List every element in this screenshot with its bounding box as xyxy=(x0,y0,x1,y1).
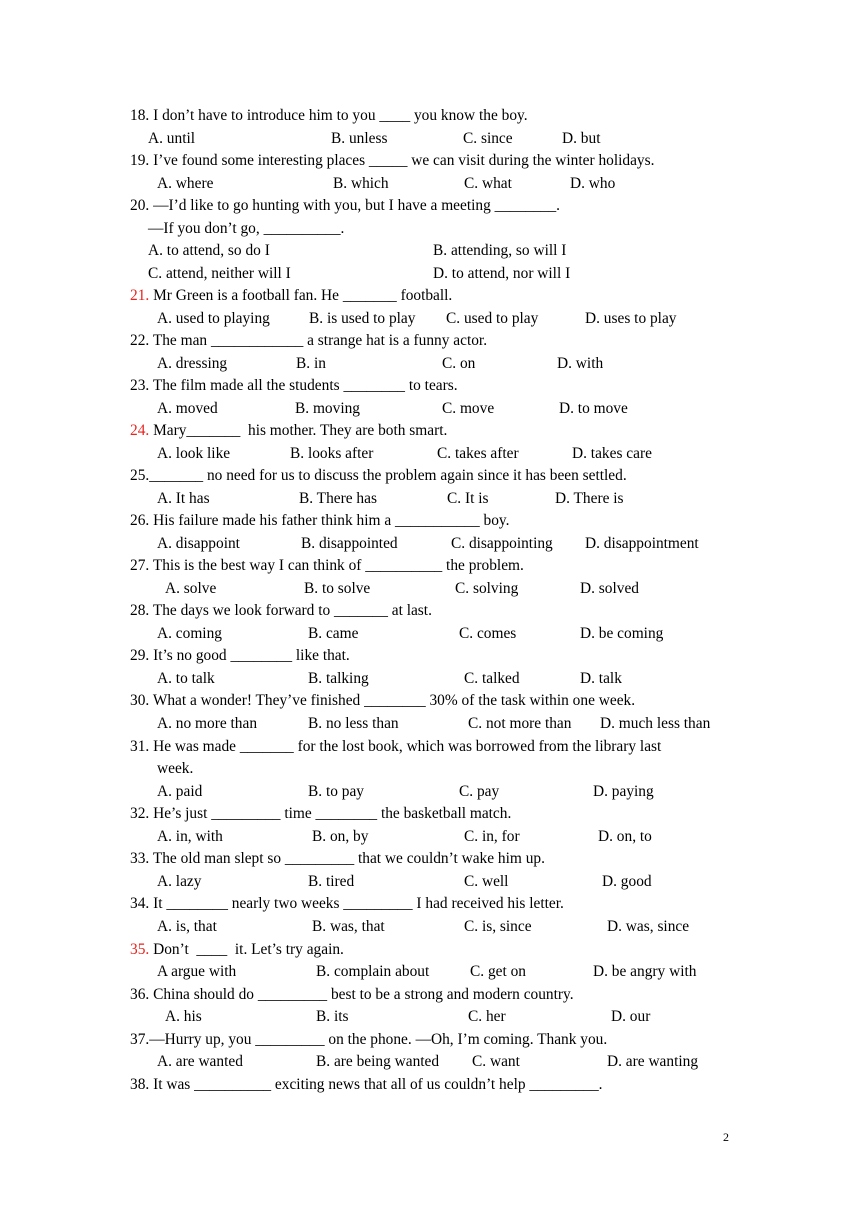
question-stem: I don’t have to introduce him to you ____ you know the boy. xyxy=(149,107,528,124)
question-number: 31. xyxy=(130,738,150,755)
option-a: A argue with xyxy=(157,963,237,980)
question-number: 24. xyxy=(130,422,150,439)
question-stem: _______ no need for us to discuss the problem again since it has been settled. xyxy=(149,467,627,484)
option-c: C. used to play xyxy=(446,310,539,327)
question-stem: I’ve found some interesting places _____ we can visit during the winter holidays. xyxy=(149,152,655,169)
question-stem: It ________ nearly two weeks _________ I had received his letter. xyxy=(149,895,564,912)
option-b: B. on, by xyxy=(312,828,369,845)
option-b: B. moving xyxy=(295,400,360,417)
question-stem: Don’t ____ it. Let’s try again. xyxy=(149,941,344,958)
option-d: D. our xyxy=(611,1008,651,1025)
question-stem: The film made all the students ________ to tears. xyxy=(149,377,458,394)
option-c: C. on xyxy=(442,355,476,372)
option-a: A. coming xyxy=(157,625,222,642)
question-stem: —I’d like to go hunting with you, but I have a meeting ________. xyxy=(149,197,561,214)
option-b: B. its xyxy=(316,1008,349,1025)
question-stem-continued: week. xyxy=(157,760,194,777)
option-d: D. takes care xyxy=(572,445,652,462)
question-number: 19. xyxy=(130,152,150,169)
option-a: A. disappoint xyxy=(157,535,240,552)
question-number: 38. xyxy=(130,1076,150,1093)
option-d: D. paying xyxy=(593,783,654,800)
question-26 xyxy=(130,511,509,531)
question-stem: What a wonder! They’ve finished ________ 30% of the task within one week. xyxy=(149,692,636,709)
question-22 xyxy=(130,331,487,351)
question-stem: The man ____________ a strange hat is a funny actor. xyxy=(149,332,488,349)
option-a: A. look like xyxy=(157,445,231,462)
option-c: C. since xyxy=(463,130,513,147)
option-c: C. talked xyxy=(464,670,520,687)
question-35 xyxy=(130,940,344,960)
question-stem: It was __________ exciting news that all of us couldn’t help _________. xyxy=(149,1076,603,1093)
option-c: C. what xyxy=(464,175,512,192)
question-30 xyxy=(130,691,635,711)
question-stem: His failure made his father think him a ___________ boy. xyxy=(149,512,510,529)
question-20 xyxy=(130,196,560,216)
question-stem: This is the best way I can think of __________ the problem. xyxy=(149,557,524,574)
option-d: D. but xyxy=(562,130,601,147)
option-c: C. in, for xyxy=(464,828,520,845)
option-b: B. complain about xyxy=(316,963,430,980)
question-stem: He’s just _________ time ________ the basketball match. xyxy=(149,805,512,822)
option-d: D. much less than xyxy=(600,715,711,732)
question-number: 18. xyxy=(130,107,150,124)
option-a: A. are wanted xyxy=(157,1053,243,1070)
option-b: B. no less than xyxy=(308,715,399,732)
question-stem: China should do _________ best to be a strong and modern country. xyxy=(149,986,574,1003)
question-24 xyxy=(130,421,447,441)
option-d: D. on, to xyxy=(598,828,652,845)
option-d: D. who xyxy=(570,175,616,192)
question-number: 30. xyxy=(130,692,150,709)
question-number: 23. xyxy=(130,377,150,394)
option-d: D. with xyxy=(557,355,604,372)
option-c: C. want xyxy=(472,1053,520,1070)
question-32 xyxy=(130,804,511,824)
option-b: B. talking xyxy=(308,670,369,687)
question-number: 35. xyxy=(130,941,150,958)
option-c: C. is, since xyxy=(464,918,532,935)
option-b: B. is used to play xyxy=(309,310,416,327)
option-c: C. takes after xyxy=(437,445,519,462)
option-a: A. dressing xyxy=(157,355,228,372)
option-b: B. to pay xyxy=(308,783,365,800)
option-c: C. comes xyxy=(459,625,517,642)
question-number: 27. xyxy=(130,557,150,574)
question-34 xyxy=(130,894,564,914)
option-b: B. unless xyxy=(331,130,388,147)
option-a: A. his xyxy=(165,1008,202,1025)
option-c: C. her xyxy=(468,1008,506,1025)
question-18 xyxy=(130,106,528,126)
option-c: C. disappointing xyxy=(451,535,553,552)
option-a: A. lazy xyxy=(157,873,202,890)
question-28 xyxy=(130,601,432,621)
question-21 xyxy=(130,286,452,306)
question-number: 25. xyxy=(130,467,150,484)
question-stem: —Hurry up, you _________ on the phone. —Oh, I’m coming. Thank you. xyxy=(149,1031,608,1048)
question-number: 26. xyxy=(130,512,150,529)
option-d: D. disappointment xyxy=(585,535,699,552)
option-c: C. well xyxy=(464,873,509,890)
option-d: D. solved xyxy=(580,580,639,597)
option-d: D. to attend, nor will I xyxy=(433,265,571,282)
option-a: A. to talk xyxy=(157,670,215,687)
question-stem: He was made _______ for the lost book, which was borrowed from the library last xyxy=(149,738,662,755)
question-number: 22. xyxy=(130,332,150,349)
question-number: 20. xyxy=(130,197,150,214)
question-29 xyxy=(130,646,350,666)
question-19 xyxy=(130,151,654,171)
option-a: A. in, with xyxy=(157,828,223,845)
question-stem: Mr Green is a football fan. He _______ football. xyxy=(149,287,453,304)
question-stem: The days we look forward to _______ at last. xyxy=(149,602,432,619)
option-a: A. where xyxy=(157,175,214,192)
option-a: A. used to playing xyxy=(157,310,270,327)
option-a: A. is, that xyxy=(157,918,217,935)
option-a: A. no more than xyxy=(157,715,258,732)
option-b: B. are being wanted xyxy=(316,1053,440,1070)
question-36 xyxy=(130,985,574,1005)
option-b: B. looks after xyxy=(290,445,374,462)
option-d: D. uses to play xyxy=(585,310,677,327)
question-37 xyxy=(130,1030,607,1050)
question-stem: It’s no good ________ like that. xyxy=(149,647,350,664)
option-d: D. are wanting xyxy=(607,1053,699,1070)
option-d: D. good xyxy=(602,873,652,890)
option-b: B. which xyxy=(333,175,389,192)
option-d: D. be coming xyxy=(580,625,664,642)
question-number: 28. xyxy=(130,602,150,619)
question-number: 21. xyxy=(130,287,150,304)
option-c: C. attend, neither will I xyxy=(148,265,291,282)
question-number: 32. xyxy=(130,805,150,822)
page-number: 2 xyxy=(723,1130,729,1144)
question-33 xyxy=(130,849,545,869)
option-b: B. was, that xyxy=(312,918,385,935)
option-c: C. not more than xyxy=(468,715,572,732)
option-a: A. to attend, so do I xyxy=(148,242,270,259)
question-number: 37. xyxy=(130,1031,150,1048)
option-c: C. get on xyxy=(470,963,527,980)
question-stem: Mary_______ his mother. They are both smart. xyxy=(149,422,448,439)
question-27 xyxy=(130,556,524,576)
option-b: B. disappointed xyxy=(301,535,398,552)
option-b: B. came xyxy=(308,625,359,642)
option-a: A. moved xyxy=(157,400,218,417)
question-number: 33. xyxy=(130,850,150,867)
option-b: B. tired xyxy=(308,873,355,890)
question-38 xyxy=(130,1075,603,1095)
question-23 xyxy=(130,376,458,396)
question-31 xyxy=(130,737,661,757)
option-a: A. It has xyxy=(157,490,210,507)
question-number: 36. xyxy=(130,986,150,1003)
question-25 xyxy=(130,466,627,486)
option-c: C. pay xyxy=(459,783,500,800)
option-c: C. move xyxy=(442,400,495,417)
option-c: C. It is xyxy=(447,490,489,507)
question-number: 29. xyxy=(130,647,150,664)
question-stem: The old man slept so _________ that we couldn’t wake him up. xyxy=(149,850,545,867)
option-b: B. There has xyxy=(299,490,377,507)
option-d: D. There is xyxy=(555,490,624,507)
option-a: A. until xyxy=(148,130,196,147)
question-number: 34. xyxy=(130,895,150,912)
option-b: B. attending, so will I xyxy=(433,242,567,259)
option-d: D. talk xyxy=(580,670,622,687)
option-d: D. was, since xyxy=(607,918,690,935)
option-a: A. solve xyxy=(165,580,217,597)
question-stem-continued: —If you don’t go, __________. xyxy=(148,220,345,237)
option-c: C. solving xyxy=(455,580,519,597)
option-d: D. to move xyxy=(559,400,628,417)
option-b: B. to solve xyxy=(304,580,371,597)
option-d: D. be angry with xyxy=(593,963,697,980)
option-b: B. in xyxy=(296,355,326,372)
option-a: A. paid xyxy=(157,783,203,800)
